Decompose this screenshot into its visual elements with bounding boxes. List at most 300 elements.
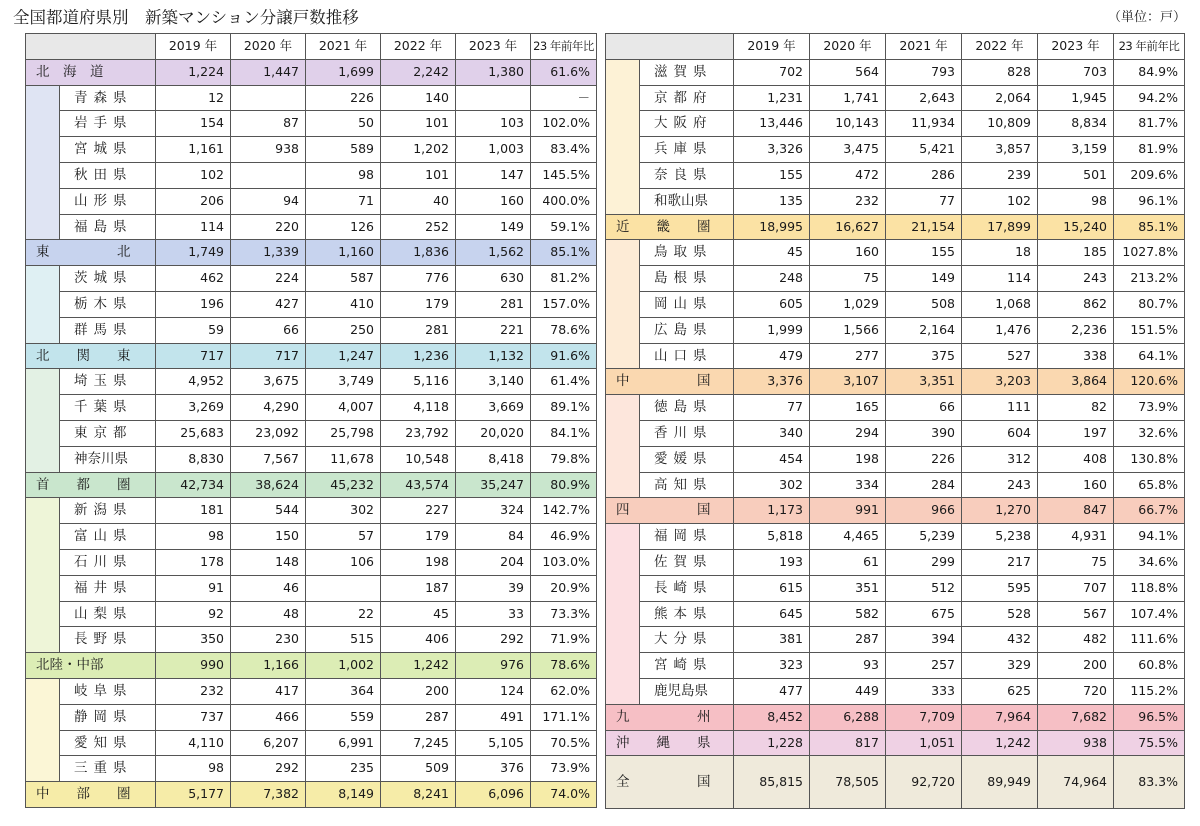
prefecture-name: 山口県 <box>640 343 734 369</box>
value-cell: 675 <box>886 601 962 627</box>
value-cell: 66 <box>886 395 962 421</box>
value-cell: 408 <box>1038 446 1114 472</box>
prefecture-name: 千葉県 <box>60 395 156 421</box>
value-cell: 966 <box>886 498 962 524</box>
value-cell: 605 <box>734 291 810 317</box>
table-row <box>26 369 597 395</box>
region-name: 九 州 <box>606 704 734 730</box>
value-cell: 990 <box>156 653 231 679</box>
value-cell: 106 <box>306 549 381 575</box>
table-row <box>606 395 1185 421</box>
table-row <box>606 111 1185 137</box>
value-cell: 3,376 <box>734 369 810 395</box>
prefecture-name: 新潟県 <box>60 498 156 524</box>
prefecture-name: 埼玉県 <box>60 369 156 395</box>
table-row <box>26 137 597 163</box>
table-row <box>26 317 597 343</box>
yoy-cell: 94.1% <box>1114 524 1185 550</box>
yoy-cell: 74.0% <box>531 782 597 808</box>
value-cell: 187 <box>381 575 456 601</box>
value-cell: 179 <box>381 524 456 550</box>
value-cell: 394 <box>886 627 962 653</box>
value-cell: 564 <box>810 59 886 85</box>
table-row <box>26 214 597 240</box>
value-cell: 1,029 <box>810 291 886 317</box>
value-cell: 17,899 <box>962 214 1038 240</box>
yoy-cell: 46.9% <box>531 524 597 550</box>
yoy-cell: 85.1% <box>531 240 597 266</box>
prefecture-name: 山形県 <box>60 188 156 214</box>
header-yoy: 23 年前年比 <box>531 34 597 60</box>
value-cell: 559 <box>306 704 381 730</box>
prefecture-name: 香川県 <box>640 420 734 446</box>
value-cell: 375 <box>886 343 962 369</box>
value-cell: 16,627 <box>810 214 886 240</box>
value-cell: 217 <box>962 549 1038 575</box>
prefecture-name: 群馬県 <box>60 317 156 343</box>
prefecture-name: 富山県 <box>60 524 156 550</box>
prefecture-name: 神奈川県 <box>60 446 156 472</box>
region-color-bar <box>26 678 60 781</box>
value-cell <box>231 162 306 188</box>
value-cell: 1,242 <box>962 730 1038 756</box>
value-cell: 1,166 <box>231 653 306 679</box>
value-cell: 200 <box>381 678 456 704</box>
value-cell: 111 <box>962 395 1038 421</box>
value-cell: 589 <box>306 137 381 163</box>
value-cell: 25,683 <box>156 420 231 446</box>
value-cell: 98 <box>306 162 381 188</box>
value-cell: 1,999 <box>734 317 810 343</box>
region-name: 北陸・中部 <box>26 653 156 679</box>
value-cell: 3,475 <box>810 137 886 163</box>
value-cell: 239 <box>962 162 1038 188</box>
value-cell: 364 <box>306 678 381 704</box>
value-cell: 160 <box>1038 472 1114 498</box>
value-cell: 294 <box>810 420 886 446</box>
yoy-cell: 70.5% <box>531 730 597 756</box>
value-cell: 75 <box>1038 549 1114 575</box>
value-cell: 7,682 <box>1038 704 1114 730</box>
yoy-cell: 78.6% <box>531 317 597 343</box>
region-total-row <box>606 704 1185 730</box>
value-cell: 94 <box>231 188 306 214</box>
value-cell: 114 <box>962 266 1038 292</box>
value-cell: 479 <box>734 343 810 369</box>
value-cell: 193 <box>734 549 810 575</box>
region-name: 四 国 <box>606 498 734 524</box>
yoy-cell: 84.9% <box>1114 59 1185 85</box>
value-cell: 232 <box>810 188 886 214</box>
value-cell: 5,177 <box>156 782 231 808</box>
page-title: 全国都道府県別 新築マンション分譲戸数推移 <box>13 8 359 27</box>
region-name: 沖 縄 県 <box>606 730 734 756</box>
value-cell: 3,107 <box>810 369 886 395</box>
yoy-cell: 78.6% <box>531 653 597 679</box>
value-cell: 22 <box>306 601 381 627</box>
value-cell: 1,132 <box>456 343 531 369</box>
yoy-cell: 96.5% <box>1114 704 1185 730</box>
region-name: 近 畿 圏 <box>606 214 734 240</box>
value-cell: 235 <box>306 756 381 782</box>
prefecture-name: 岡山県 <box>640 291 734 317</box>
left-data-table <box>25 33 597 808</box>
value-cell: 87 <box>231 111 306 137</box>
prefecture-name: 秋田県 <box>60 162 156 188</box>
table-row <box>606 59 1185 85</box>
value-cell: 230 <box>231 627 306 653</box>
value-cell: 1,051 <box>886 730 962 756</box>
value-cell: 198 <box>381 549 456 575</box>
yoy-cell: 80.7% <box>1114 291 1185 317</box>
value-cell: 287 <box>381 704 456 730</box>
yoy-cell: 142.7% <box>531 498 597 524</box>
table-row <box>606 446 1185 472</box>
table-row <box>26 678 597 704</box>
value-cell: 43,574 <box>381 472 456 498</box>
value-cell: 1,002 <box>306 653 381 679</box>
value-cell: 25,798 <box>306 420 381 446</box>
value-cell: 287 <box>810 627 886 653</box>
value-cell: 75 <box>810 266 886 292</box>
value-cell: 938 <box>1038 730 1114 756</box>
value-cell: 257 <box>886 653 962 679</box>
table-row <box>26 627 597 653</box>
value-cell: 93 <box>810 653 886 679</box>
header-2020: 2020 年 <box>810 34 886 60</box>
value-cell: 5,116 <box>381 369 456 395</box>
prefecture-name: 福井県 <box>60 575 156 601</box>
value-cell: 302 <box>734 472 810 498</box>
yoy-cell: 171.1% <box>531 704 597 730</box>
value-cell: 243 <box>1038 266 1114 292</box>
prefecture-name: 奈良県 <box>640 162 734 188</box>
yoy-cell: 65.8% <box>1114 472 1185 498</box>
value-cell: 33 <box>456 601 531 627</box>
header-2023: 2023 年 <box>1038 34 1114 60</box>
prefecture-name: 熊本県 <box>640 601 734 627</box>
table-row <box>606 653 1185 679</box>
value-cell: 776 <box>381 266 456 292</box>
value-cell: 1,749 <box>156 240 231 266</box>
value-cell: 204 <box>456 549 531 575</box>
table-row <box>26 111 597 137</box>
yoy-cell: 118.8% <box>1114 575 1185 601</box>
value-cell: 417 <box>231 678 306 704</box>
header-2021: 2021 年 <box>306 34 381 60</box>
value-cell: 232 <box>156 678 231 704</box>
value-cell: 165 <box>810 395 886 421</box>
value-cell: 1,699 <box>306 59 381 85</box>
value-cell: 1,173 <box>734 498 810 524</box>
value-cell: 197 <box>1038 420 1114 446</box>
value-cell: 482 <box>1038 627 1114 653</box>
value-cell: 224 <box>231 266 306 292</box>
yoy-cell: 60.8% <box>1114 653 1185 679</box>
value-cell: 38,624 <box>231 472 306 498</box>
table-row <box>606 317 1185 343</box>
region-color-bar <box>606 240 640 369</box>
value-cell: 102 <box>962 188 1038 214</box>
value-cell: 281 <box>456 291 531 317</box>
value-cell: 991 <box>810 498 886 524</box>
yoy-cell: 59.1% <box>531 214 597 240</box>
yoy-cell: 1027.8% <box>1114 240 1185 266</box>
value-cell: 160 <box>456 188 531 214</box>
value-cell: 3,269 <box>156 395 231 421</box>
value-cell: 5,238 <box>962 524 1038 550</box>
prefecture-name: 三重県 <box>60 756 156 782</box>
region-total-row <box>26 240 597 266</box>
value-cell: 508 <box>886 291 962 317</box>
value-cell: 84 <box>456 524 531 550</box>
prefecture-name: 福島県 <box>60 214 156 240</box>
value-cell: 18,995 <box>734 214 810 240</box>
yoy-cell: 73.9% <box>531 756 597 782</box>
value-cell: 2,643 <box>886 85 962 111</box>
value-cell: 45 <box>734 240 810 266</box>
value-cell: 4,007 <box>306 395 381 421</box>
value-cell: 292 <box>231 756 306 782</box>
value-cell: 340 <box>734 420 810 446</box>
value-cell: 71 <box>306 188 381 214</box>
value-cell: 3,864 <box>1038 369 1114 395</box>
table-row <box>26 575 597 601</box>
value-cell: 4,952 <box>156 369 231 395</box>
value-cell: 302 <box>306 498 381 524</box>
unit-label: （単位：戸） <box>1107 10 1186 25</box>
value-cell: 248 <box>734 266 810 292</box>
table-row <box>606 575 1185 601</box>
value-cell: 200 <box>1038 653 1114 679</box>
region-total-row <box>606 369 1185 395</box>
value-cell: 98 <box>1038 188 1114 214</box>
prefecture-name: 宮城県 <box>60 137 156 163</box>
prefecture-name: 鳥取県 <box>640 240 734 266</box>
value-cell: 147 <box>456 162 531 188</box>
value-cell: 1,562 <box>456 240 531 266</box>
left-header-row <box>26 34 597 60</box>
value-cell: 42,734 <box>156 472 231 498</box>
yoy-cell: 81.2% <box>531 266 597 292</box>
value-cell: 101 <box>381 111 456 137</box>
value-cell: 381 <box>734 627 810 653</box>
region-total-row <box>606 214 1185 240</box>
yoy-cell: 32.6% <box>1114 420 1185 446</box>
table-row <box>26 395 597 421</box>
table-row <box>606 549 1185 575</box>
value-cell: 21,154 <box>886 214 962 240</box>
prefecture-name: 長野県 <box>60 627 156 653</box>
value-cell: 6,096 <box>456 782 531 808</box>
value-cell: 243 <box>962 472 1038 498</box>
header-2023: 2023 年 <box>456 34 531 60</box>
value-cell: 976 <box>456 653 531 679</box>
value-cell: 528 <box>962 601 1038 627</box>
table-row <box>606 188 1185 214</box>
value-cell: 1,161 <box>156 137 231 163</box>
value-cell: 3,675 <box>231 369 306 395</box>
value-cell: 462 <box>156 266 231 292</box>
value-cell: 6,991 <box>306 730 381 756</box>
value-cell: 8,418 <box>456 446 531 472</box>
value-cell: 61 <box>810 549 886 575</box>
table-row <box>26 524 597 550</box>
table-row <box>606 291 1185 317</box>
value-cell: 66 <box>231 317 306 343</box>
value-cell: 226 <box>886 446 962 472</box>
value-cell: 48 <box>231 601 306 627</box>
yoy-cell: 103.0% <box>531 549 597 575</box>
value-cell: 10,143 <box>810 111 886 137</box>
prefecture-name: 岐阜県 <box>60 678 156 704</box>
value-cell: 1,270 <box>962 498 1038 524</box>
yoy-cell: 102.0% <box>531 111 597 137</box>
yoy-cell: 89.1% <box>531 395 597 421</box>
header-2022: 2022 年 <box>381 34 456 60</box>
value-cell: 3,203 <box>962 369 1038 395</box>
value-cell: 702 <box>734 59 810 85</box>
prefecture-name: 京都府 <box>640 85 734 111</box>
value-cell: 5,421 <box>886 137 962 163</box>
value-cell: 4,290 <box>231 395 306 421</box>
value-cell: 11,934 <box>886 111 962 137</box>
value-cell: 103 <box>456 111 531 137</box>
value-cell: 226 <box>306 85 381 111</box>
value-cell: 2,164 <box>886 317 962 343</box>
value-cell: 7,382 <box>231 782 306 808</box>
prefecture-name: 福岡県 <box>640 524 734 550</box>
value-cell: 12 <box>156 85 231 111</box>
value-cell: 625 <box>962 678 1038 704</box>
prefecture-name: 青森県 <box>60 85 156 111</box>
value-cell: 3,749 <box>306 369 381 395</box>
value-cell: 3,857 <box>962 137 1038 163</box>
region-total-row <box>26 653 597 679</box>
yoy-cell: 66.7% <box>1114 498 1185 524</box>
prefecture-name: 静岡県 <box>60 704 156 730</box>
page-header <box>0 0 1200 32</box>
value-cell: 351 <box>810 575 886 601</box>
value-cell: 89,949 <box>962 756 1038 809</box>
value-cell: 154 <box>156 111 231 137</box>
value-cell: 8,830 <box>156 446 231 472</box>
value-cell: 527 <box>962 343 1038 369</box>
yoy-cell: 107.4% <box>1114 601 1185 627</box>
region-total-row <box>26 343 597 369</box>
region-color-bar <box>606 59 640 214</box>
value-cell: 45 <box>381 601 456 627</box>
value-cell: 149 <box>886 266 962 292</box>
prefecture-name: 石川県 <box>60 549 156 575</box>
value-cell: 8,452 <box>734 704 810 730</box>
table-row <box>606 137 1185 163</box>
value-cell: 707 <box>1038 575 1114 601</box>
table-row <box>26 549 597 575</box>
value-cell: 338 <box>1038 343 1114 369</box>
value-cell: 329 <box>962 653 1038 679</box>
prefecture-name: 宮崎県 <box>640 653 734 679</box>
region-color-bar <box>26 369 60 472</box>
value-cell: 1,236 <box>381 343 456 369</box>
yoy-cell: 34.6% <box>1114 549 1185 575</box>
value-cell: 427 <box>231 291 306 317</box>
value-cell: 150 <box>231 524 306 550</box>
table-row <box>26 85 597 111</box>
value-cell: 7,709 <box>886 704 962 730</box>
value-cell: 10,548 <box>381 446 456 472</box>
value-cell: 3,159 <box>1038 137 1114 163</box>
value-cell: 509 <box>381 756 456 782</box>
table-row <box>606 240 1185 266</box>
value-cell: 179 <box>381 291 456 317</box>
region-color-bar <box>606 524 640 705</box>
yoy-cell: 73.3% <box>531 601 597 627</box>
value-cell <box>231 85 306 111</box>
value-cell: 114 <box>156 214 231 240</box>
yoy-cell: 85.1% <box>1114 214 1185 240</box>
value-cell: 160 <box>810 240 886 266</box>
table-row <box>26 756 597 782</box>
value-cell: 74,964 <box>1038 756 1114 809</box>
prefecture-name: 岩手県 <box>60 111 156 137</box>
table-row <box>606 162 1185 188</box>
header-corner <box>26 34 156 60</box>
region-name: 中 国 <box>606 369 734 395</box>
value-cell: 567 <box>1038 601 1114 627</box>
value-cell: 252 <box>381 214 456 240</box>
yoy-cell: 84.1% <box>531 420 597 446</box>
yoy-cell: 64.1% <box>1114 343 1185 369</box>
value-cell: 23,092 <box>231 420 306 446</box>
value-cell: 604 <box>962 420 1038 446</box>
value-cell: 77 <box>734 395 810 421</box>
yoy-cell: 91.6% <box>531 343 597 369</box>
value-cell: 6,207 <box>231 730 306 756</box>
value-cell: 7,964 <box>962 704 1038 730</box>
header-2021: 2021 年 <box>886 34 962 60</box>
value-cell: 8,149 <box>306 782 381 808</box>
value-cell: 323 <box>734 653 810 679</box>
value-cell: 1,003 <box>456 137 531 163</box>
value-cell: 4,118 <box>381 395 456 421</box>
value-cell: 1,231 <box>734 85 810 111</box>
value-cell: 312 <box>962 446 1038 472</box>
prefecture-name: 滋賀県 <box>640 59 734 85</box>
value-cell: 77 <box>886 188 962 214</box>
region-name: 東 北 <box>26 240 156 266</box>
value-cell: 512 <box>886 575 962 601</box>
value-cell: 82 <box>1038 395 1114 421</box>
value-cell: 10,809 <box>962 111 1038 137</box>
table-row <box>26 446 597 472</box>
value-cell: 1,247 <box>306 343 381 369</box>
value-cell: 292 <box>456 627 531 653</box>
value-cell: 1,447 <box>231 59 306 85</box>
value-cell: 5,818 <box>734 524 810 550</box>
value-cell <box>456 85 531 111</box>
value-cell: 472 <box>810 162 886 188</box>
prefecture-name: 東京都 <box>60 420 156 446</box>
value-cell: 5,105 <box>456 730 531 756</box>
value-cell: 1,566 <box>810 317 886 343</box>
header-corner <box>606 34 734 60</box>
yoy-cell: 71.9% <box>531 627 597 653</box>
value-cell: 13,446 <box>734 111 810 137</box>
value-cell: 717 <box>231 343 306 369</box>
value-cell: 1,945 <box>1038 85 1114 111</box>
region-color-bar <box>606 395 640 498</box>
